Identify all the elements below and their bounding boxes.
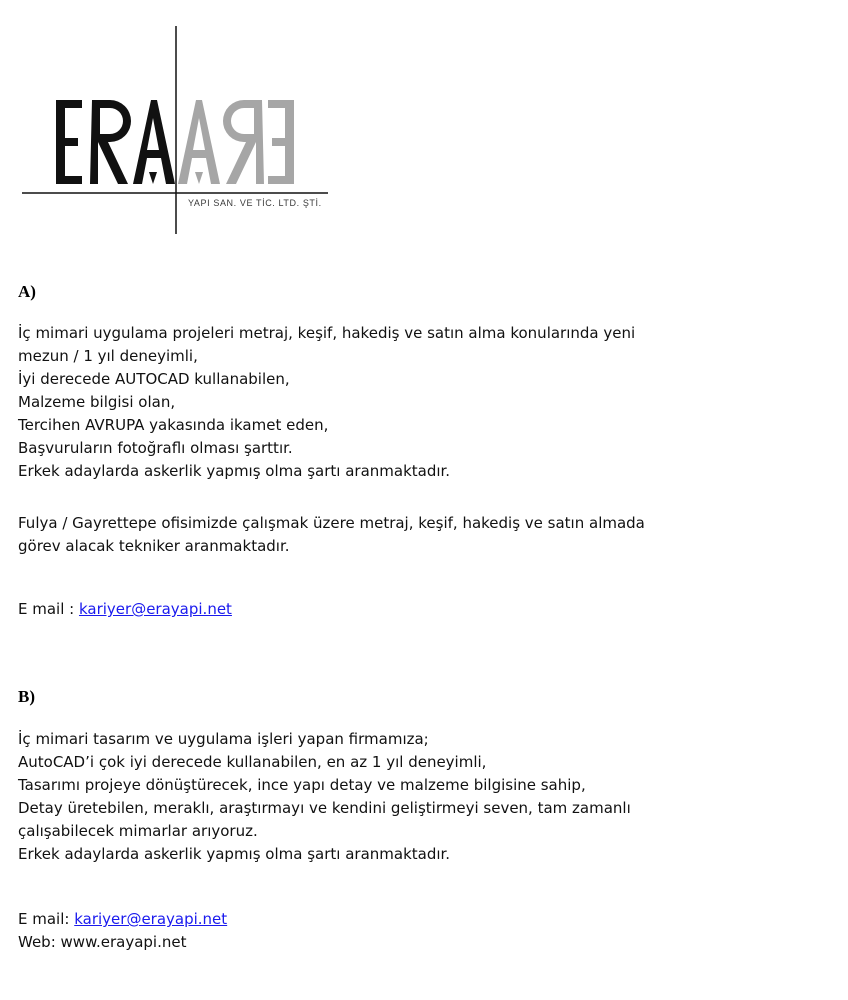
- section-b-heading: B): [18, 687, 35, 706]
- requirement-line: AutoCAD’i çok iyi derecede kullanabilen, en az 1 yıl deneyimli,: [18, 753, 487, 771]
- requirement-line: mezun / 1 yıl deneyimli,: [18, 347, 198, 365]
- section-b-requirements: [18, 728, 631, 866]
- requirement-line: Erkek adaylarda askerlik yapmış olma şartı aranmaktadır.: [18, 462, 451, 480]
- requirement-line: İç mimari tasarım ve uygulama işleri yapan firmamıza;: [18, 730, 429, 748]
- description-line: görev alacak tekniker aranmaktadır.: [18, 537, 290, 555]
- requirement-line: Tercihen AVRUPA yakasında ikamet eden,: [18, 416, 329, 434]
- requirement-line: Erkek adaylarda askerlik yapmış olma şartı aranmaktadır.: [18, 845, 451, 863]
- requirement-line: Malzeme bilgisi olan,: [18, 393, 176, 411]
- section-a-description: [18, 512, 645, 558]
- section-b-contact: [18, 908, 227, 954]
- requirement-line: çalışabilecek mimarlar arıyoruz.: [18, 822, 258, 840]
- section-a-requirements: [18, 322, 635, 483]
- web-address: www.erayapi.net: [60, 933, 187, 951]
- requirement-line: Detay üretebilen, meraklı, araştırmayı ve kendini geliştirmeyi seven, tam zamanlı: [18, 799, 631, 817]
- web-label: Web:: [18, 933, 61, 951]
- section-a-contact: [18, 598, 232, 621]
- email-label: E mail :: [18, 600, 79, 618]
- web-row: [18, 931, 227, 954]
- requirement-line: İç mimari uygulama projeleri metraj, keşif, hakediş ve satın alma konularında yeni: [18, 324, 636, 342]
- email-link[interactable]: kariyer@erayapi.net: [74, 910, 228, 928]
- email-row: [18, 908, 227, 931]
- company-logo: [0, 0, 848, 250]
- email-link[interactable]: kariyer@erayapi.net: [78, 600, 232, 618]
- logo-subtitle: YAPI SAN. VE TİC. LTD. ŞTİ.: [188, 198, 322, 208]
- requirement-line: İyi derecede AUTOCAD kullanabilen,: [18, 370, 290, 388]
- section-a-heading: A): [18, 282, 36, 301]
- logo-graphic: [0, 0, 848, 250]
- requirement-line: Başvuruların fotoğraflı olması şarttır.: [18, 439, 293, 457]
- description-line: Fulya / Gayrettepe ofisimizde çalışmak üzere metraj, keşif, hakediş ve satın almada: [18, 514, 645, 532]
- logo-wordmark-era: [56, 100, 175, 184]
- email-label: E mail:: [18, 910, 75, 928]
- logo-wordmark-mirror: [178, 100, 294, 184]
- requirement-line: Tasarımı projeye dönüştürecek, ince yapı detay ve malzeme bilgisine sahip,: [18, 776, 586, 794]
- email-row: [18, 598, 232, 621]
